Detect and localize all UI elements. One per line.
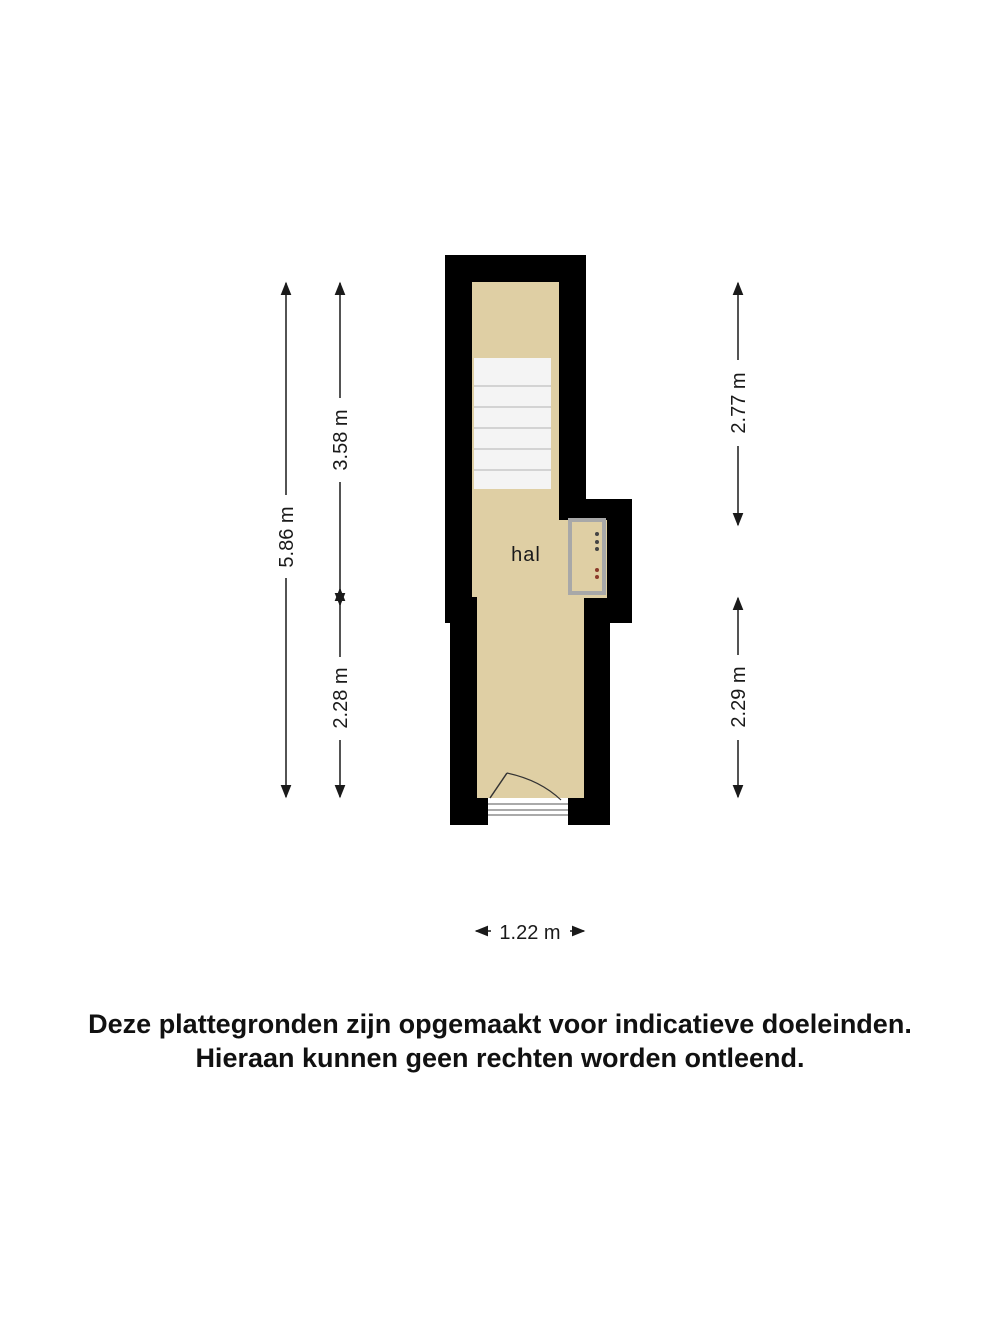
door-opening xyxy=(488,798,568,825)
cabinet-dot xyxy=(595,568,599,572)
dimension-label-upper-left: 3.58 m xyxy=(330,409,352,471)
dimension-upper-left xyxy=(330,283,352,605)
dimension-total-length xyxy=(276,283,298,797)
disclaimer-line-1: Deze plattegronden zijn opgemaakt voor indicatieve doeleinden. xyxy=(88,1009,912,1039)
room-label: hal xyxy=(511,544,541,566)
dimension-label-lower-right: 2.29 m xyxy=(728,666,750,728)
dimension-upper-right xyxy=(728,283,750,525)
meter-cabinet xyxy=(570,520,604,593)
cabinet-dot xyxy=(595,540,599,544)
dimension-label-lower-left: 2.28 m xyxy=(330,667,352,729)
dimension-lower-left xyxy=(330,589,352,797)
dimension-label-width: 1.22 m xyxy=(499,922,561,944)
disclaimer-line-2: Hieraan kunnen geen rechten worden ontleend. xyxy=(195,1043,805,1073)
dimension-lower-right xyxy=(728,598,750,797)
cabinet-dot xyxy=(595,547,599,551)
dimension-label-upper-right: 2.77 m xyxy=(728,372,750,434)
cabinet-dot xyxy=(595,575,599,579)
cabinet-frame xyxy=(570,520,604,593)
stairs xyxy=(474,358,551,489)
dimension-label-total-length: 5.86 m xyxy=(276,506,298,568)
cabinet-dot xyxy=(595,532,599,536)
floor-lower xyxy=(477,580,584,798)
dimension-width xyxy=(476,922,584,944)
